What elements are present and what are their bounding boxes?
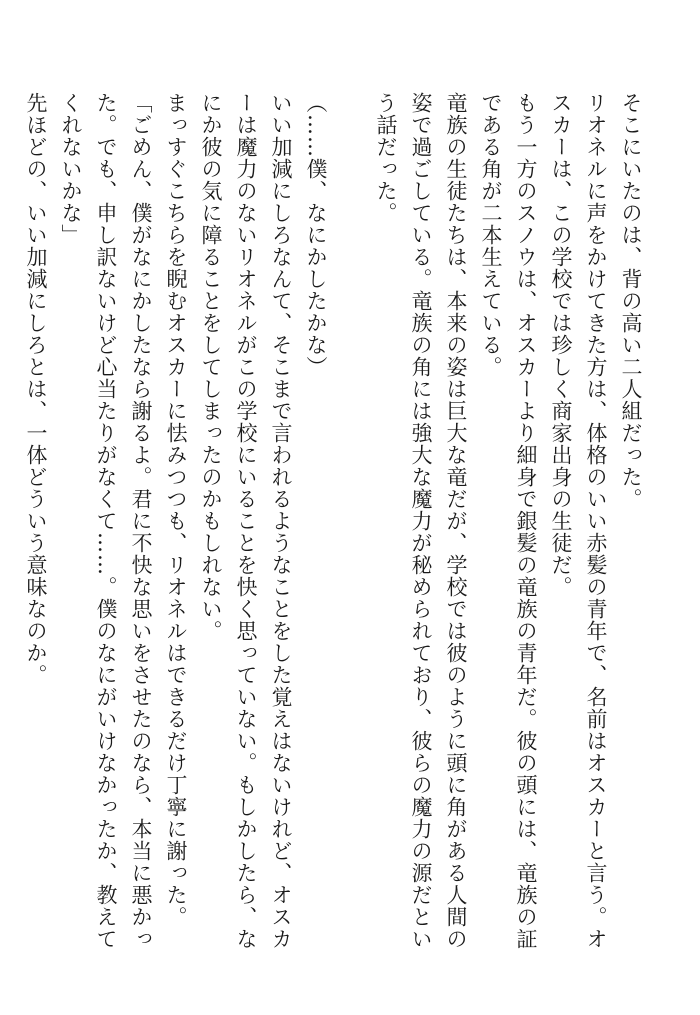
vertical-text-body [24, 92, 648, 952]
paragraph: 「ごめん、僕がなにかしたなら謝るよ。君に不快な思いをさせたのなら、本当に悪かった。でも、申し訳ないけど心当たりがなくて……。僕のなにがいけなかったか、教えてくれないかな」 [59, 92, 153, 950]
paragraph: 竜族の生徒たちは、本来の姿は巨大な竜だが、学校では彼のように頭に角がある人間の姿で過ごしている。竜族の角には強大な魔力が秘められており、彼らの魔力の源だという話だった。 [374, 92, 468, 950]
paragraph: もう一方のスノウは、オスカーより細身で銀髪の竜族の青年だ。彼の頭には、竜族の証である角が二本生えている。 [479, 92, 538, 950]
paragraph: そこにいたのは、背の高い二人組だった。 [619, 92, 643, 510]
blank-line [333, 92, 368, 952]
paragraph: （……僕、なにかしたかな） [304, 92, 328, 378]
paragraph: いい加減にしろなんて、そこまで言われるようなことをした覚えはないけれど、オスカーは魔力のないリオネルがこの学校にいることを快く思っていない。もしかしたら、なにか彼の気に障ることをしてしまったのかもしれない。 [199, 92, 293, 950]
paragraph: まっすぐこちらを睨むオスカーに怯みつつも、リオネルはできるだけ丁寧に謝った。 [164, 92, 188, 928]
paragraph: リオネルに声をかけてきた方は、体格のいい赤髪の青年で、名前はオスカーと言う。オスカーは、この学校では珍しく商家出身の生徒だ。 [549, 92, 608, 950]
paragraph: 先ほどの、いい加減にしろとは、一体どういう意味なのか。 [24, 92, 48, 686]
